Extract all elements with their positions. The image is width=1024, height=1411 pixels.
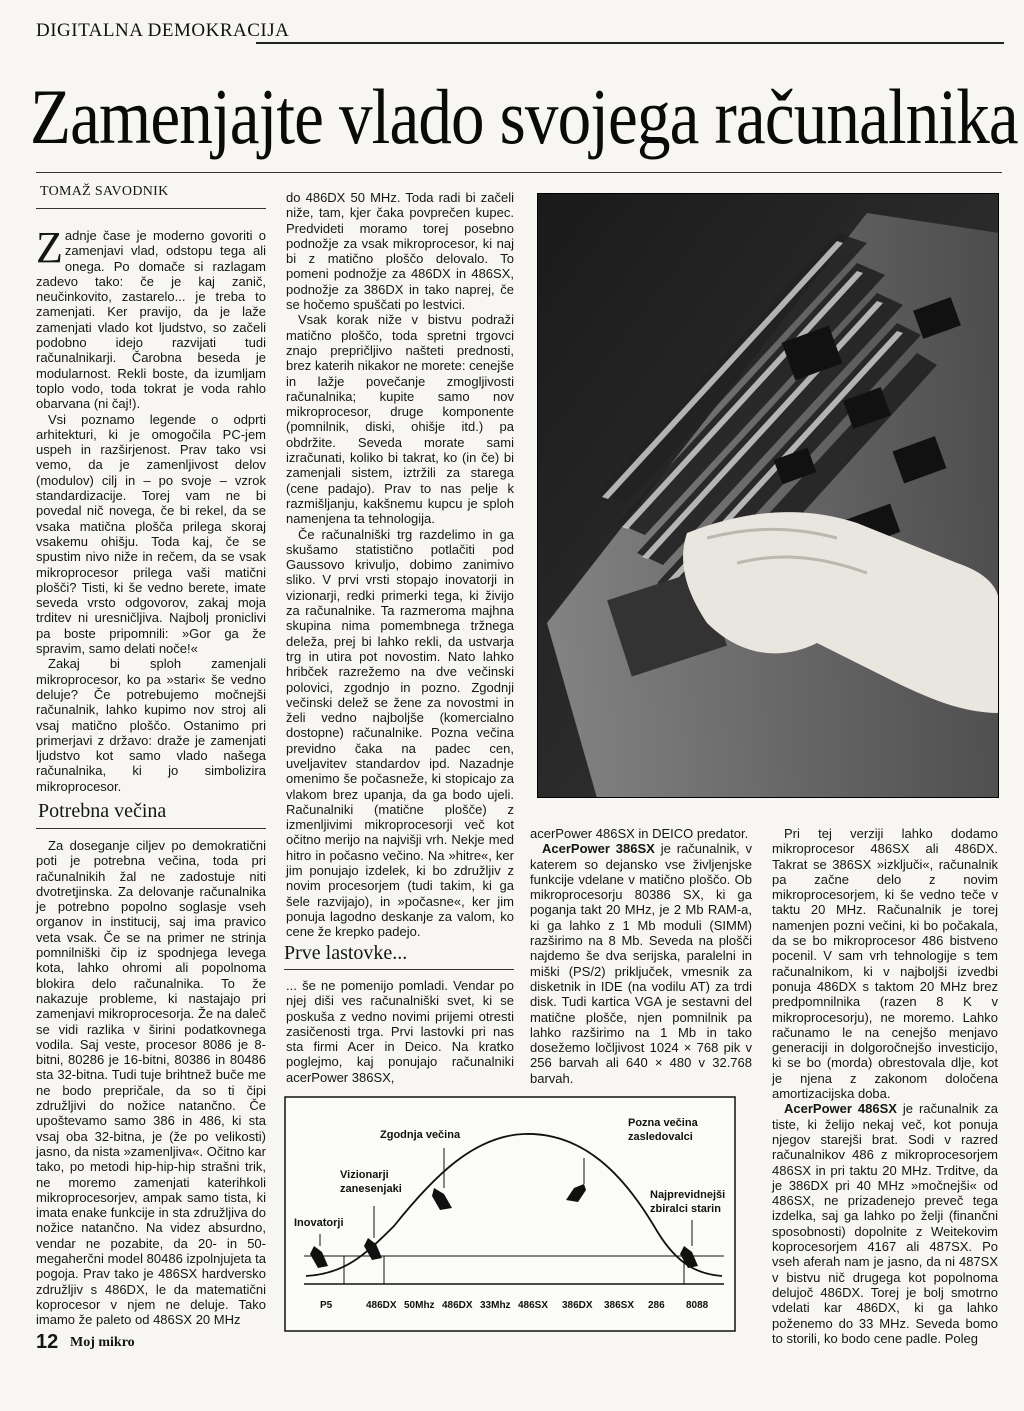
label-followers: zasledovalci [628,1131,693,1143]
label-most-cautious: Najprevidnejši [650,1189,726,1201]
paragraph: Če računalniški trg razdelimo in ga skušamo statistično potlačiti pod Gaussovo krivuljo, dobimo zanimivo sliko. V prvi vrsti stopajo inovatorji in vizionarji, redki primerki tega, ki živijo za računalnike. Ta razmeroma majhna skupina nima pomembnega tržnega deleža, prej bi lahko rekli, da ustvarja trg in utira pot novostim. Nato lahko hribček razrežemo na dve večinski polovici, zgodnjo in pozno. Zgodnji večinski delež se žene za novostmi in želi vedno najboljše (komercialno dostopne) računalnike. Pozna večina previdno čaka na padec cen, uveljavitev standardov ipd. Nazadnje omenimo še počasneže, ki stopicajo za vlakom brez upanja, da ga bodo ujeli. Računalniki (matične plošče) z izmenljivimi mikroprocesorji več kot očitno merijo na najvišji vrh. Nekje med hitro in počasno večino. Na »hitre«, ker jim ponujajo izdelek, ki bo združljiv z novim procesorjem (tudi takim, ki ga šele razvijajo), in »počasne«, ker jim ponuja lagodno deskanje za valom, ko cene že krepko padejo. [286,526,514,940]
author-byline: TOMAŽ SAVODNIK [40,184,169,199]
tick-label: 33Mhz [480,1300,511,1311]
tick-label: 386DX [562,1300,593,1311]
tick-label: 50Mhz [404,1300,435,1311]
market-curve-diagram [284,1096,736,1332]
column-2 [286,190,514,940]
tick-label: 486DX [366,1300,397,1311]
tick-label: 486DX [442,1300,473,1311]
product-name-acerpower-386sx: AcerPower 386SX [542,841,655,857]
column-1 [36,223,266,794]
paragraph: Vsak korak niže v bistvu podraži matično ploščo, toda spretni trgovci znajo prepričljivo našteti prednosti, brez katerih nikakor ne morete: cenejše in lažje povečanje zmogljivosti računalnika; kupite samo nov mikroprocesor, druge komponente (pomnilnik, diski, ohišje itd.) pa obdržite. Seveda morate sami izračunati, koliko bi takrat, ko (in če) bi zamenjali sistem, iztržili za starega (cene padajo). Prav to nas pelje k razmišljanju, kakšnemu kupcu je sploh namenjena ta tehnologija. [286,312,514,527]
page-number: 12 [36,1331,59,1353]
column-3 [530,826,752,1086]
column-1-continued [36,838,266,1328]
label-antique-collectors: zbiralci starin [650,1203,721,1215]
label-late-majority: Pozna večina [628,1117,698,1129]
intro-paragraph: Zadnje čase je moderno govoriti o zamenjavi vlad, odstopu tega ali onega. Po domače si razlagam zadevo tako: če je kaj zanič, neučinkovito, zastarelo... je treba to zamenjati. Ker pravijo, da je laže zamenjati vlado kot ljudstvo, so začeli podobno idejo razvijati tudi računalnikarji. Čarobna beseda je modularnost. Rekli boste, da izumljam toplo vodo, toda tokrat je voda rahlo obarvana (ni čaj!). [36,223,266,412]
tick-label: 8088 [686,1300,709,1311]
drop-cap: Z [36,223,63,272]
label-visionaries: Vizionarji [340,1169,389,1181]
author-rule [36,208,266,209]
product-name-acerpower-486sx: AcerPower 486SX [784,1101,897,1117]
paragraph: acerPower 486SX in DEICO predator. [530,826,749,841]
subheading-prve-lastovke: Prve lastovke... [284,942,408,964]
tick-label: 486SX [518,1300,549,1311]
paragraph: Vsi poznamo legende o odprti arhitekturi, ki je omogočila PC-jem uspeh in razširjenost. Prav tako vsi vemo, da je zamenljivost delov (modulov) cilj in – po svoje – vzrok standardizacije. Torej vam ne bi povedal nič novega, če bi rekel, da se vsaka matična plošča prilega skoraj vsakemu ohišju. Toda kaj, če se spustim nivo niže in rečem, da se vsak mikroprocesor prilega vaši matični plošči? Tisti, ki še vedno berete, imate seveda vrsto odgovorov, zakaj moja trditev ni uresničljiva. Najbolj proniclivi pa boste pripomnili: »Gor ga že spravim, samo delati noče!« [36,411,266,657]
label-innovators: Inovatorji [294,1217,344,1229]
market-curve-svg [284,1096,736,1332]
label-early-majority: Zgodnja večina [380,1129,461,1141]
paragraph: ... še ne pomenijo pomladi. Vendar po njej diši ves računalniški svet, ki se poskuša z vedno novimi prijemi otresti zasičenosti trga. Prvi lastovki pri nas sta firmi Acer in Deico. Na kratko poglejmo, kaj ponujajo računalniki acerPower 386SX, [286,978,514,1085]
section-rule [256,42,1004,44]
paragraph: Pri tej verziji lahko dodamo mikroprocesor 486SX ali 486DX. Takrat se 386SX »izključi«, računalnik pa začne delo z novim mikroprocesorjem, ki še vedno teče v taktu 20 MHz. Računalnik je torej namenjen pozni večini, ki bo počakala, da se bo mikroprocesor 486 bistveno pocenil. V sam vrh tehnologije s tem računalnikom, ki v najboljši izvedbi ponuja 486DX s taktom 20 MHz brez predpomnilnika (razen 8 K v mikroprocesorju), ne moremo. Lahko računamo le na cenejšo menjavo generaciji in dolgoročnejšo investicijo, ki se bo (morda) obrestovala dlje, kot je njena z zakonom določena amortizacijska doba. [772,826,998,1102]
magazine-name: Moj mikro [70,1335,135,1350]
tick-label: P5 [320,1300,333,1311]
article-title: Zamenjajte vlado svojega računalnika [30,73,1018,160]
section-label: DIGITALNA DEMOKRACIJA [36,20,290,41]
subheading-rule [36,828,266,829]
paragraph: Zakaj bi sploh zamenjali mikroprocesor, ko pa »stari« še vedno deluje? Če potrebujemo močnejši računalnik, lahko kupimo nov stroj ali vsaj matično ploščo. Ostanimo pri primerjavi z državo: draže je zamenjati ljudstvo kot samo vlado našega računalnika, ki jo simbolizira mikroprocesor. [36,656,266,794]
column-2-continued [286,978,514,1085]
tick-label: 386SX [604,1300,635,1311]
paragraph: do 486DX 50 MHz. Toda radi bi začeli niže, tam, kjer čaka povprečen kupec. Predvideti moramo torej posebno podnožje za vsak mikroprocesor, ki naj bi z matično ploščo delovalo. To pomeni podnožje za 486DX in 486SX, podnožje za 386DX in tako naprej, če se hočemo spuščati po lestvici. [286,190,514,313]
title-rule [36,172,1002,173]
tick-label: 286 [648,1300,665,1311]
motherboard-illustration [537,193,999,798]
paragraph: Za doseganje ciljev po demokratični poti je potrebna večina, toda pri računalnikih žal ne zadostuje niti dvotretjinska. Za delovanje računalnika je potrebno popolno soglasje vseh organov in institucij, saj ima pravico veta vsak. Če se na primer ne strinja pomnilniški čip iz spodnjega levega kota, lahko ohromi ali popolnoma blokira delo računalnika. To že nakazuje probleme, ki nastajajo pri zamenjavi mikroprocesorja. Že na daleč se vidi razlika v širini podatkovnega vodila. Saj veste, procesor 8086 je 8-bitni, 80286 je 16-bitni, 80386 in 80486 sta 32-bitna. Tudi tuje brihtnež buče me ne bodo prepričale, da so ti čipi združljivi do nožice natančno. Če upoštevamo samo 386 in 486, ki sta vsaj oba 32-bitna, je (že po velikosti) jasno, da nista »zamenljiva«. Očitno kar tako, po metodi hip-hip-hip strašni trik, ne moremo zamenjati katerihkoli mikroprocesorjev, ampak samo tista, ki imata enake funkcije in sta združljiva do nožice natančno. Na videz absurdno, vendar ne pozabite, da 20- in 50-megaherčni model 80486 izpolnjujeta ta pogoja. Prav tako je 486SX hardversko združljiv s 486DX, le da matematični koprocesor v njem ne deluje. Tako imamo že paleto od 486SX 20 MHz [36,838,266,1328]
subheading-potrebna-vecina: Potrebna večina [38,800,167,822]
motherboard-photo [537,193,999,798]
label-enthusiasts: zanesenjaki [340,1183,402,1195]
column-4 [772,826,998,1346]
subheading-rule [284,969,514,970]
paragraph: AcerPower 386SX je računalnik, v katerem so dejansko vse življenjske funkcije vdelane v matično ploščo. Ob mikroprocesorju 80386 SX, ki ga poganja takt 20 MHz, je 2 Mb RAM-a, ki ga lahko z 1 Mb moduli (SIMM) razširimo na 8 Mb. Seveda na plošči najdemo še dva serijska, paralelni in miški (PS/2) priključek, vmesnik za disketnik in IDE (na vodilu AT) za trdi disk. Tudi kartica VGA je sestavni del matične plošče, njen pomnilnik pa lahko razširimo na 1 Mb in tako dosežemo ločljivost 1024 × 768 pik v 256 barvah ali 640 × 480 v 32.768 barvah. [530,841,752,1086]
paragraph: AcerPower 486SX je računalnik za tiste, ki želijo nekaj več, kot ponuja njegov starejši brat. Sodi v razred računalnikov 486 z mikroprocesorjem 486SX in pri taktu 20 MHz. Trditve, da je 386DX pri 40 MHz »močnejši« od 486SX, ne prizadenejo preveč tega izdelka, saj ga lahko po želji (finančni sposobnosti) dopolnite z Weitekovim koprocesorjem 4167 ali 487SX. Po vseh aferah nam je jasno, da ni 487SX v bistvu nič drugega kot popolnoma delujoč 486DX. Torej je bolj smotrno vdelati kar 486DX, ki ga lahko poženemo do 33 MHz. Seveda bomo to storili, ko bodo cene padle. Poleg [772,1101,998,1346]
